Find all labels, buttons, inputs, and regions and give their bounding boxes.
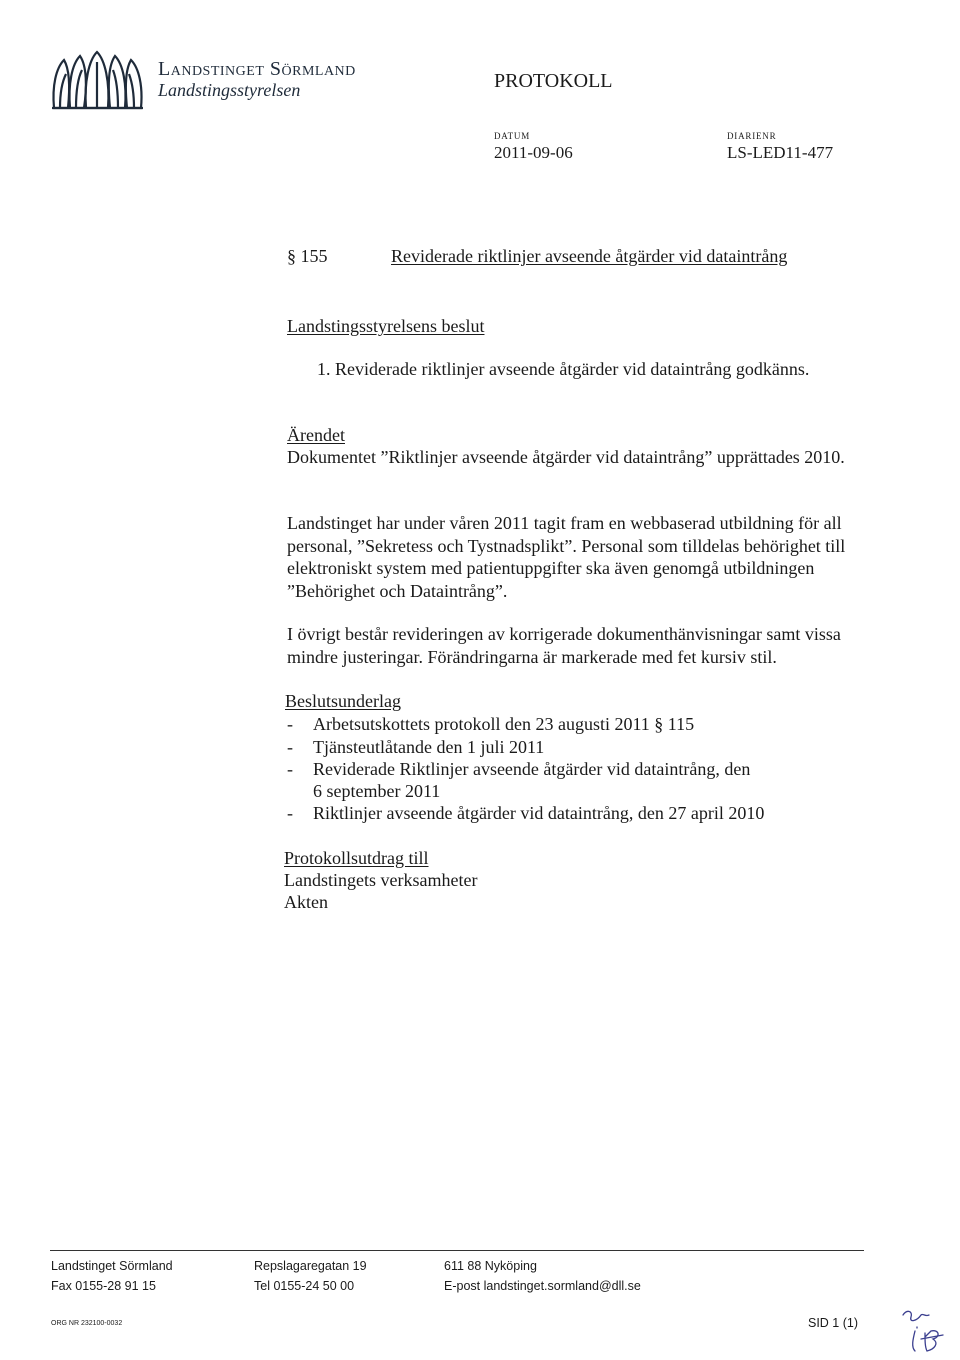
distribution-line: Akten: [284, 892, 328, 912]
footer-street: Repslagaregatan 19: [254, 1259, 367, 1273]
org-name: Landstinget Sörmland: [158, 58, 356, 80]
list-item: - Arbetsutskottets protokoll den 23 augusti 2011 § 115: [287, 714, 695, 734]
distribution-heading: Protokollsutdrag till: [284, 848, 429, 868]
matter-heading: Ärendet: [287, 425, 345, 445]
footer-email: E-post landstinget.sormland@dll.se: [444, 1279, 641, 1293]
basis-heading: Beslutsunderlag: [285, 691, 401, 711]
footer-divider: [50, 1250, 864, 1251]
section-heading: [287, 246, 787, 267]
diarie-value: LS-LED11-477: [727, 143, 834, 162]
footer-org-name: Landstinget Sörmland: [51, 1259, 173, 1273]
page-number: SID 1 (1): [808, 1316, 859, 1330]
distribution-line: Landstingets verksamheter: [284, 870, 478, 890]
document-type: PROTOKOLL: [494, 70, 613, 92]
section-number: § 155: [287, 246, 328, 266]
decision-item-1: 1. Reviderade riktlinjer avseende åtgärder vid dataintrång godkänns.: [317, 359, 810, 379]
list-item-continuation: 6 september 2011: [313, 781, 441, 801]
matter-paragraph-2: Landstinget har under våren 2011 tagit fram en webbaserad utbildning för all personal, ”Sekretess och Tystnadsplikt”. Personal som tilldelas behörighet till elektroniskt system med patientuppgifter ska även genomgå utbildningen ”Behörighet och Dataintrång”.: [287, 513, 846, 601]
section-title: Reviderade riktlinjer avseende åtgärder vid dataintrång: [391, 246, 788, 266]
diarie-label: DIARIENR: [727, 131, 777, 141]
footer-phone: Tel 0155-24 50 00: [254, 1279, 355, 1293]
list-item: - Reviderade Riktlinjer avseende åtgärder vid dataintrång, den: [287, 759, 751, 779]
handwritten-initials: [895, 1305, 950, 1355]
list-item: - Tjänsteutlåtande den 1 juli 2011: [287, 737, 545, 757]
date-value: 2011-09-06: [494, 143, 573, 162]
matter-paragraph-3: I övrigt består revideringen av korrigerade dokumenthänvisningar samt vissa mindre justeringar. Förändringarna är markerade med fet kursiv stil.: [287, 624, 841, 667]
footer-postal: 611 88 Nyköping: [444, 1259, 537, 1273]
date-label: DATUM: [494, 131, 531, 141]
footer-fax: Fax 0155-28 91 15: [51, 1279, 156, 1293]
org-number: ORG NR 232100-0032: [51, 1320, 123, 1327]
decision-heading: Landstingsstyrelsens beslut: [287, 316, 485, 336]
matter-paragraph-1: Dokumentet ”Riktlinjer avseende åtgärder vid dataintrång” upprättades 2010.: [287, 447, 845, 467]
list-item: - Riktlinjer avseende åtgärder vid dataintrång, den 27 april 2010: [287, 803, 765, 823]
landstinget-logo: [50, 48, 145, 116]
org-subtitle: Landstingsstyrelsen: [158, 80, 301, 100]
